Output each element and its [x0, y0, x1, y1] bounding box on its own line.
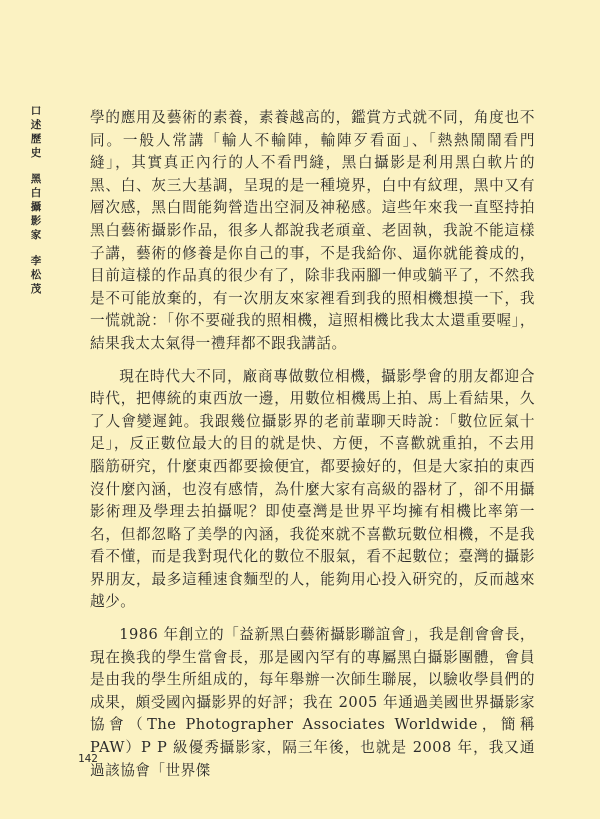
running-header-author: 李松茂 — [30, 255, 42, 295]
page-number: 142 — [78, 752, 98, 765]
paragraph-1: 學的應用及藝術的素養，素養越高的，鑑賞方式就不同，角度也不同。一般人常講「輸人不輸陣，輸陣歹看面」、「熱熱鬧鬧看門縫」，其實真正內行的人不看門縫，黑白攝影是利用黑白軟片的黑、白、灰三大基調，呈現的是一種境界，白中有紋理，黑中又有層次感，黑白間能夠營造出空洞及神秘感。這些年來我一直堅持拍黑白藝術攝影作品，很多人都說我老頑童、老固執，我說不能這樣子講，藝術的修養是你自己的事，不是我給你、逼你就能養成的，目前這樣的作品真的很少有了，除非我兩腳一伸或躺平了，不然我是不可能放棄的，有一次朋友來家裡看到我的照相機想摸一下，我一慌就說：「你不要碰我的照相機，這照相機比我太太還重要喔」，結果我太太氣得一禮拜都不跟我講話。 — [90, 109, 535, 352]
running-header-title: 黑白攝影家 — [30, 173, 42, 241]
running-header-vertical — [30, 104, 42, 308]
running-header-series: 口述歷史 — [30, 105, 42, 159]
paragraph-2: 現在時代大不同，廠商專做數位相機，攝影學會的朋友都迎合時代，把傳統的東西放一邊，用數位相機馬上拍、馬上看結果，久了人會變遲鈍。我跟幾位攝影界的老前輩聊天時說：「數位匠氣十足」，反正數位最大的目的就是快、方便，不喜歡就重拍，不去用腦筋研究，什麼東西都要撿便宜，都要撿好的，但是大家拍的東西沒什麼內涵，也沒有感情，為什麼大家有高級的器材了，卻不用攝影術理及學理去拍攝呢？即使臺灣是世界平均擁有相機比率第一名，但都忽略了美學的內涵，我從來就不喜歡玩數位相機，不是我看不懂，而是我對現代化的數位不服氣，看不起數位；臺灣的攝影界朋友，最多這種速食麵型的人，能夠用心投入研究的，反而越來越少。 — [90, 367, 535, 611]
paragraph-3: 1986 年創立的「益新黑白藝術攝影聯誼會」，我是創會會長，現在換我的學生當會長，那是國內罕有的專屬黑白攝影團體，會員是由我的學生所組成的，每年舉辦一次師生聯展，以驗收學員們的成果，頗受國內攝影界的好評；我在 2005 年通過美國世界攝影家協會（The Photographer Associates Worldwide，簡稱PAW）P P 級優秀攝影家，隔三年後，也就是 2008 年，我又通過該協會「世界傑 — [90, 626, 535, 779]
body-text — [90, 107, 535, 792]
